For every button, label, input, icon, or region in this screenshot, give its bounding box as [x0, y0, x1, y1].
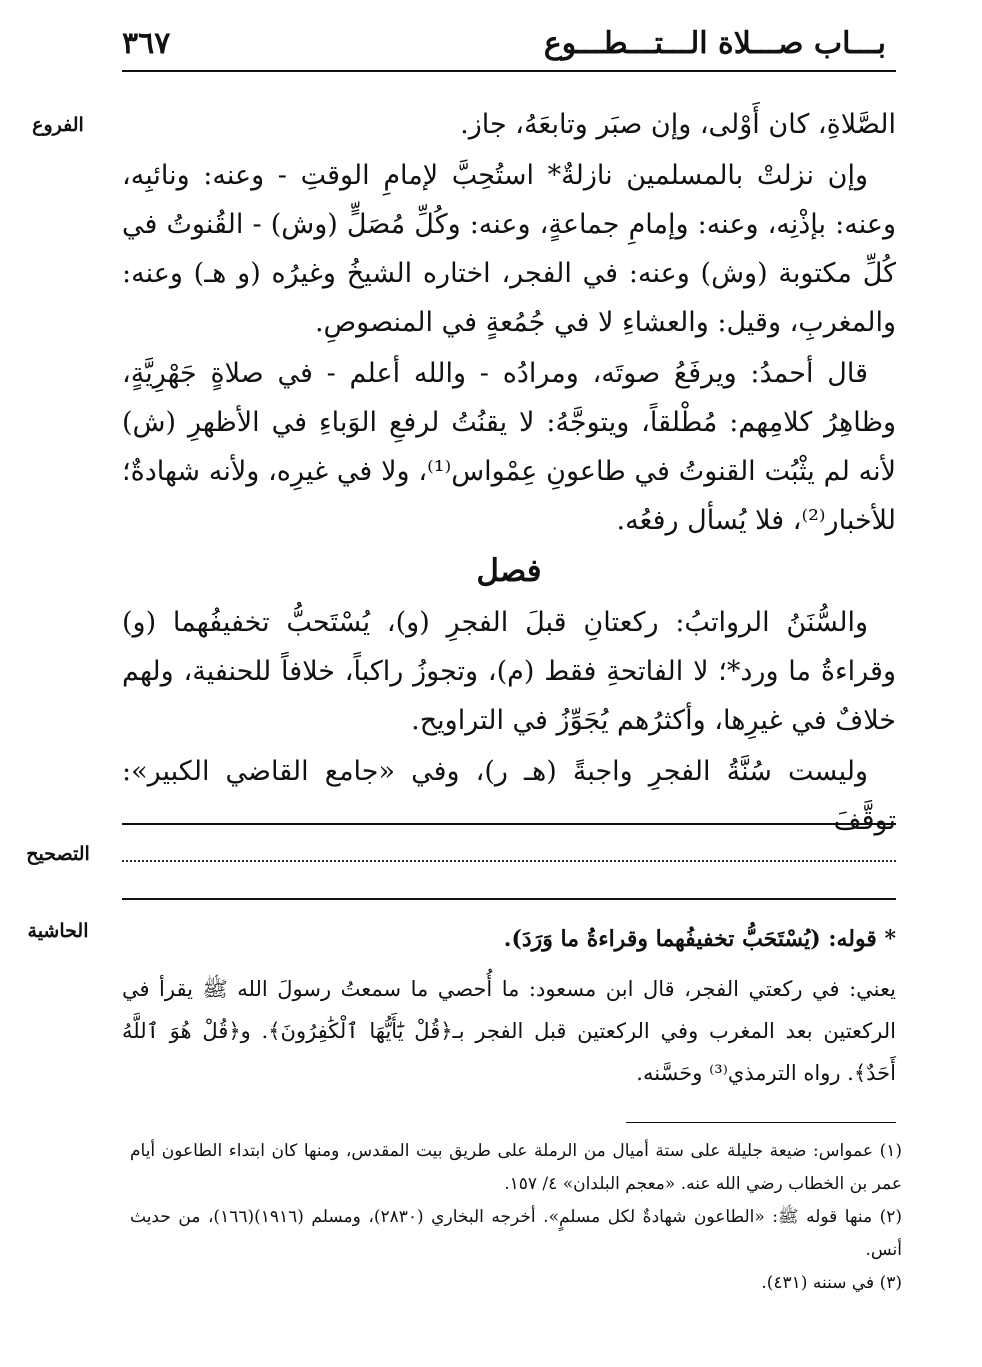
header-divider — [122, 70, 896, 72]
hashiya-quote: * قوله: (يُسْتَحَبُّ تخفيفُهما وقراءةُ ما وَرَدَ). — [503, 926, 896, 952]
footnote-divider — [626, 1122, 896, 1123]
main-paragraph: وإن نزلتْ بالمسلمين نازلةٌ* استُحِبَّ لإمامِ الوقتِ - وعنه: ونائبِه، وعنه: بإذْنِه، وعنه: وإمامِ جماعةٍ، وعنه: وكُلِّ مُصَلٍّ (وش) - القُنوتُ في كُلِّ مكتوبة (وش) وعنه: في الفجر، اختاره الشيخُ وغيرُه (و هـ) وعنه: والمغربِ، وقيل: والعشاءِ لا في جُمُعةٍ في المنصوصِ. — [122, 160, 896, 338]
tashih-bottom-rule — [122, 898, 896, 900]
side-label-hashiya: الحاشية — [27, 920, 89, 942]
chapter-title: بـــاب صـــلاة الـــتـــطـــوع — [543, 26, 886, 61]
main-paragraph: الصَّلاةِ، كان أَوْلى، وإن صبَر وتابعَهُ، جاز. — [460, 109, 896, 140]
page-number: ٣٦٧ — [122, 26, 171, 61]
tashih-top-rule — [122, 823, 896, 825]
main-text-block — [122, 100, 896, 845]
side-label-furu: الفروع — [32, 114, 84, 136]
side-label-tashih: التصحيح — [26, 843, 90, 865]
main-paragraph: والسُّنَنُ الرواتبُ: ركعتانِ قبلَ الفجرِ (و)، يُسْتَحبُّ تخفيفُهما (و) وقراءةُ ما ورد*؛ لا الفاتحةِ فقط (م)، وتجوزُ راكباً، خلافاً للحنفية، ولهم خلافٌ في غيرِها، وأكثرُهم يُجَوِّزُ في التراويح. — [122, 607, 896, 736]
footnote: (١) عمواس: ضيعة جليلة على ستة أميال من الرملة على طريق بيت المقدس، ومنها كان ابتداء الطاعون أيام عمر بن الخطاب رضي الله عنه. «معجم البلدان» ٤/ ١٥٧. — [130, 1141, 902, 1194]
hashiya-block — [122, 918, 896, 1094]
section-heading: فصل — [476, 553, 542, 589]
footnote: (٢) منها قوله ﷺ: «الطاعون شهادةٌ لكل مسلمٍ». أخرجه البخاري (٢٨٣٠)، ومسلم (١٩١٦)(١٦٦)، من حديث أنس. — [130, 1207, 902, 1260]
tashih-dotted-line — [122, 860, 896, 862]
main-paragraph: وليست سُنَّةُ الفجرِ واجبةً (هـ ر)، وفي «جامع القاضي الكبير»: توقَّفَ — [122, 756, 896, 836]
footnote: (٣) في سننه (٤٣١). — [761, 1273, 902, 1293]
main-paragraph: قال أحمدُ: ويرفَعُ صوتَه، ومرادُه - والله أعلم - في صلاةٍ جَهْرِيَّةٍ، وظاهِرُ كلامِهم: مُطْلقاً، ويتوجَّهُ: لا يقنُتُ لرفعِ الوَباءِ في الأظهرِ (ش) لأنه لم يثْبُت القنوتُ في طاعونِ عِمْواس⁽¹⁾، ولا في غيرِه، ولأنه شهادةٌ؛ للأخبار⁽²⁾، فلا يُسأل رفعُه. — [122, 358, 897, 536]
footnotes-block — [130, 1135, 902, 1300]
hashiya-body: يعني: في ركعتي الفجر، قال ابن مسعود: ما أُحصي ما سمعتُ رسولَ الله ﷺ يقرأ في الركعتين بعد المغرب وفي الركعتين قبل الفجر بـ﴿قُلْ يَٰٓأَيُّهَا ٱلْكَٰفِرُونَ﴾. و﴿قُلْ هُوَ ٱللَّهُ أَحَدٌ﴾. رواه الترمذي⁽³⁾ وحَسَّنه. — [122, 977, 896, 1085]
